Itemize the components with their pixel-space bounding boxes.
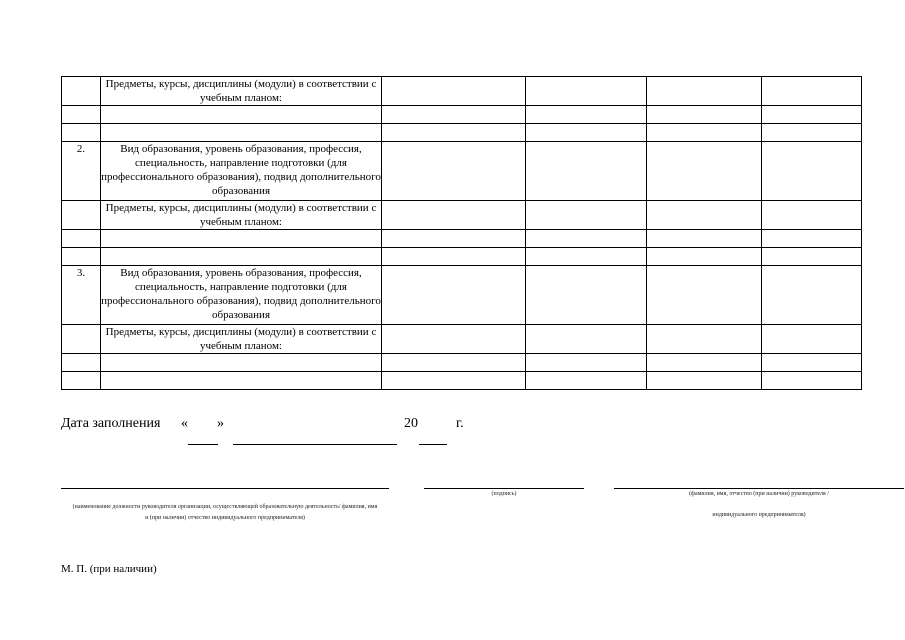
data-cell[interactable] bbox=[382, 266, 526, 325]
data-cell[interactable] bbox=[526, 201, 647, 230]
data-cell[interactable] bbox=[526, 325, 647, 354]
data-cell[interactable] bbox=[382, 354, 526, 372]
date-label: Дата заполнения bbox=[61, 416, 161, 431]
row-number-cell: 3. bbox=[62, 266, 101, 325]
data-cell[interactable] bbox=[382, 106, 526, 124]
data-cell[interactable] bbox=[647, 124, 762, 142]
data-cell[interactable] bbox=[526, 248, 647, 266]
data-cell[interactable] bbox=[647, 372, 762, 390]
data-cell[interactable] bbox=[62, 124, 101, 142]
data-cell[interactable] bbox=[526, 106, 647, 124]
table-row bbox=[62, 372, 862, 390]
table-row bbox=[62, 248, 862, 266]
data-cell[interactable] bbox=[762, 106, 862, 124]
data-cell[interactable] bbox=[101, 230, 382, 248]
data-cell[interactable] bbox=[526, 354, 647, 372]
table-row bbox=[62, 142, 862, 201]
data-cell[interactable] bbox=[62, 372, 101, 390]
stamp-note: М. П. (при наличии) bbox=[61, 563, 157, 575]
data-cell[interactable] bbox=[762, 325, 862, 354]
data-cell[interactable] bbox=[101, 248, 382, 266]
data-cell[interactable] bbox=[647, 248, 762, 266]
date-year-prefix: 20 bbox=[404, 416, 418, 431]
data-cell[interactable] bbox=[62, 106, 101, 124]
day-field[interactable] bbox=[188, 444, 218, 445]
data-cell[interactable] bbox=[762, 354, 862, 372]
data-cell[interactable] bbox=[762, 372, 862, 390]
data-cell[interactable] bbox=[762, 201, 862, 230]
data-cell[interactable] bbox=[647, 106, 762, 124]
data-cell[interactable] bbox=[382, 230, 526, 248]
table-row bbox=[62, 124, 862, 142]
data-cell[interactable] bbox=[382, 124, 526, 142]
data-cell[interactable] bbox=[382, 325, 526, 354]
subjects-label-cell: Предметы, курсы, дисциплины (модули) в соответствии с учебным планом: bbox=[101, 77, 382, 106]
data-cell[interactable] bbox=[526, 142, 647, 201]
data-cell[interactable] bbox=[526, 372, 647, 390]
data-cell[interactable] bbox=[526, 230, 647, 248]
date-year-suffix: г. bbox=[456, 416, 464, 431]
data-cell[interactable] bbox=[647, 230, 762, 248]
data-cell[interactable] bbox=[382, 248, 526, 266]
table-row bbox=[62, 230, 862, 248]
education-program-table bbox=[61, 76, 862, 390]
date-quote-close: » bbox=[217, 416, 224, 431]
position-line[interactable] bbox=[61, 488, 389, 489]
full-name-caption-cont: индивидуального предпринимателя) bbox=[712, 512, 806, 518]
data-cell[interactable] bbox=[101, 106, 382, 124]
table-row bbox=[62, 201, 862, 230]
table-row bbox=[62, 325, 862, 354]
row-number-cell: 2. bbox=[62, 142, 101, 201]
data-cell[interactable] bbox=[647, 77, 762, 106]
data-cell[interactable] bbox=[762, 124, 862, 142]
data-cell[interactable] bbox=[762, 77, 862, 106]
data-cell[interactable] bbox=[647, 354, 762, 372]
data-cell[interactable] bbox=[382, 201, 526, 230]
data-cell[interactable] bbox=[101, 372, 382, 390]
data-cell[interactable] bbox=[62, 354, 101, 372]
data-cell[interactable] bbox=[647, 142, 762, 201]
education-type-label-cell: Вид образования, уровень образования, профессия, специальность, направление подготовки (для профессионального образования), подвид дополнительного образования bbox=[101, 266, 382, 325]
data-cell[interactable] bbox=[647, 266, 762, 325]
data-cell[interactable] bbox=[62, 248, 101, 266]
month-field[interactable] bbox=[233, 444, 397, 445]
table-row bbox=[62, 77, 862, 106]
year-field[interactable] bbox=[419, 444, 447, 445]
education-type-label-cell: Вид образования, уровень образования, профессия, специальность, направление подготовки (для профессионального образования), подвид дополнительного образования bbox=[101, 142, 382, 201]
data-cell[interactable] bbox=[647, 325, 762, 354]
data-cell[interactable] bbox=[647, 201, 762, 230]
table-row bbox=[62, 354, 862, 372]
data-cell[interactable] bbox=[101, 124, 382, 142]
data-cell[interactable] bbox=[382, 77, 526, 106]
row-number-cell bbox=[62, 201, 101, 230]
subjects-label-cell: Предметы, курсы, дисциплины (модули) в соответствии с учебным планом: bbox=[101, 325, 382, 354]
data-cell[interactable] bbox=[526, 266, 647, 325]
position-caption: (наименование должности руководителя организации, осуществляющей образовательную деятельность/ фамилия, имя и (при наличии) отчество индивидуального предпринимателя) bbox=[72, 504, 378, 521]
data-cell[interactable] bbox=[526, 124, 647, 142]
data-cell[interactable] bbox=[526, 77, 647, 106]
full-name-caption: (фамилия, имя, отчество (при наличии) руководителя / bbox=[689, 491, 829, 497]
table-row bbox=[62, 266, 862, 325]
data-cell[interactable] bbox=[762, 266, 862, 325]
signature-caption: (подпись) bbox=[491, 491, 517, 497]
data-cell[interactable] bbox=[382, 372, 526, 390]
data-cell[interactable] bbox=[762, 142, 862, 201]
table-row bbox=[62, 106, 862, 124]
data-cell[interactable] bbox=[762, 230, 862, 248]
row-number-cell bbox=[62, 325, 101, 354]
date-quote-open: « bbox=[181, 416, 188, 431]
data-cell[interactable] bbox=[762, 248, 862, 266]
data-cell[interactable] bbox=[382, 142, 526, 201]
subjects-label-cell: Предметы, курсы, дисциплины (модули) в соответствии с учебным планом: bbox=[101, 201, 382, 230]
data-cell[interactable] bbox=[62, 230, 101, 248]
row-number-cell bbox=[62, 77, 101, 106]
data-cell[interactable] bbox=[101, 354, 382, 372]
